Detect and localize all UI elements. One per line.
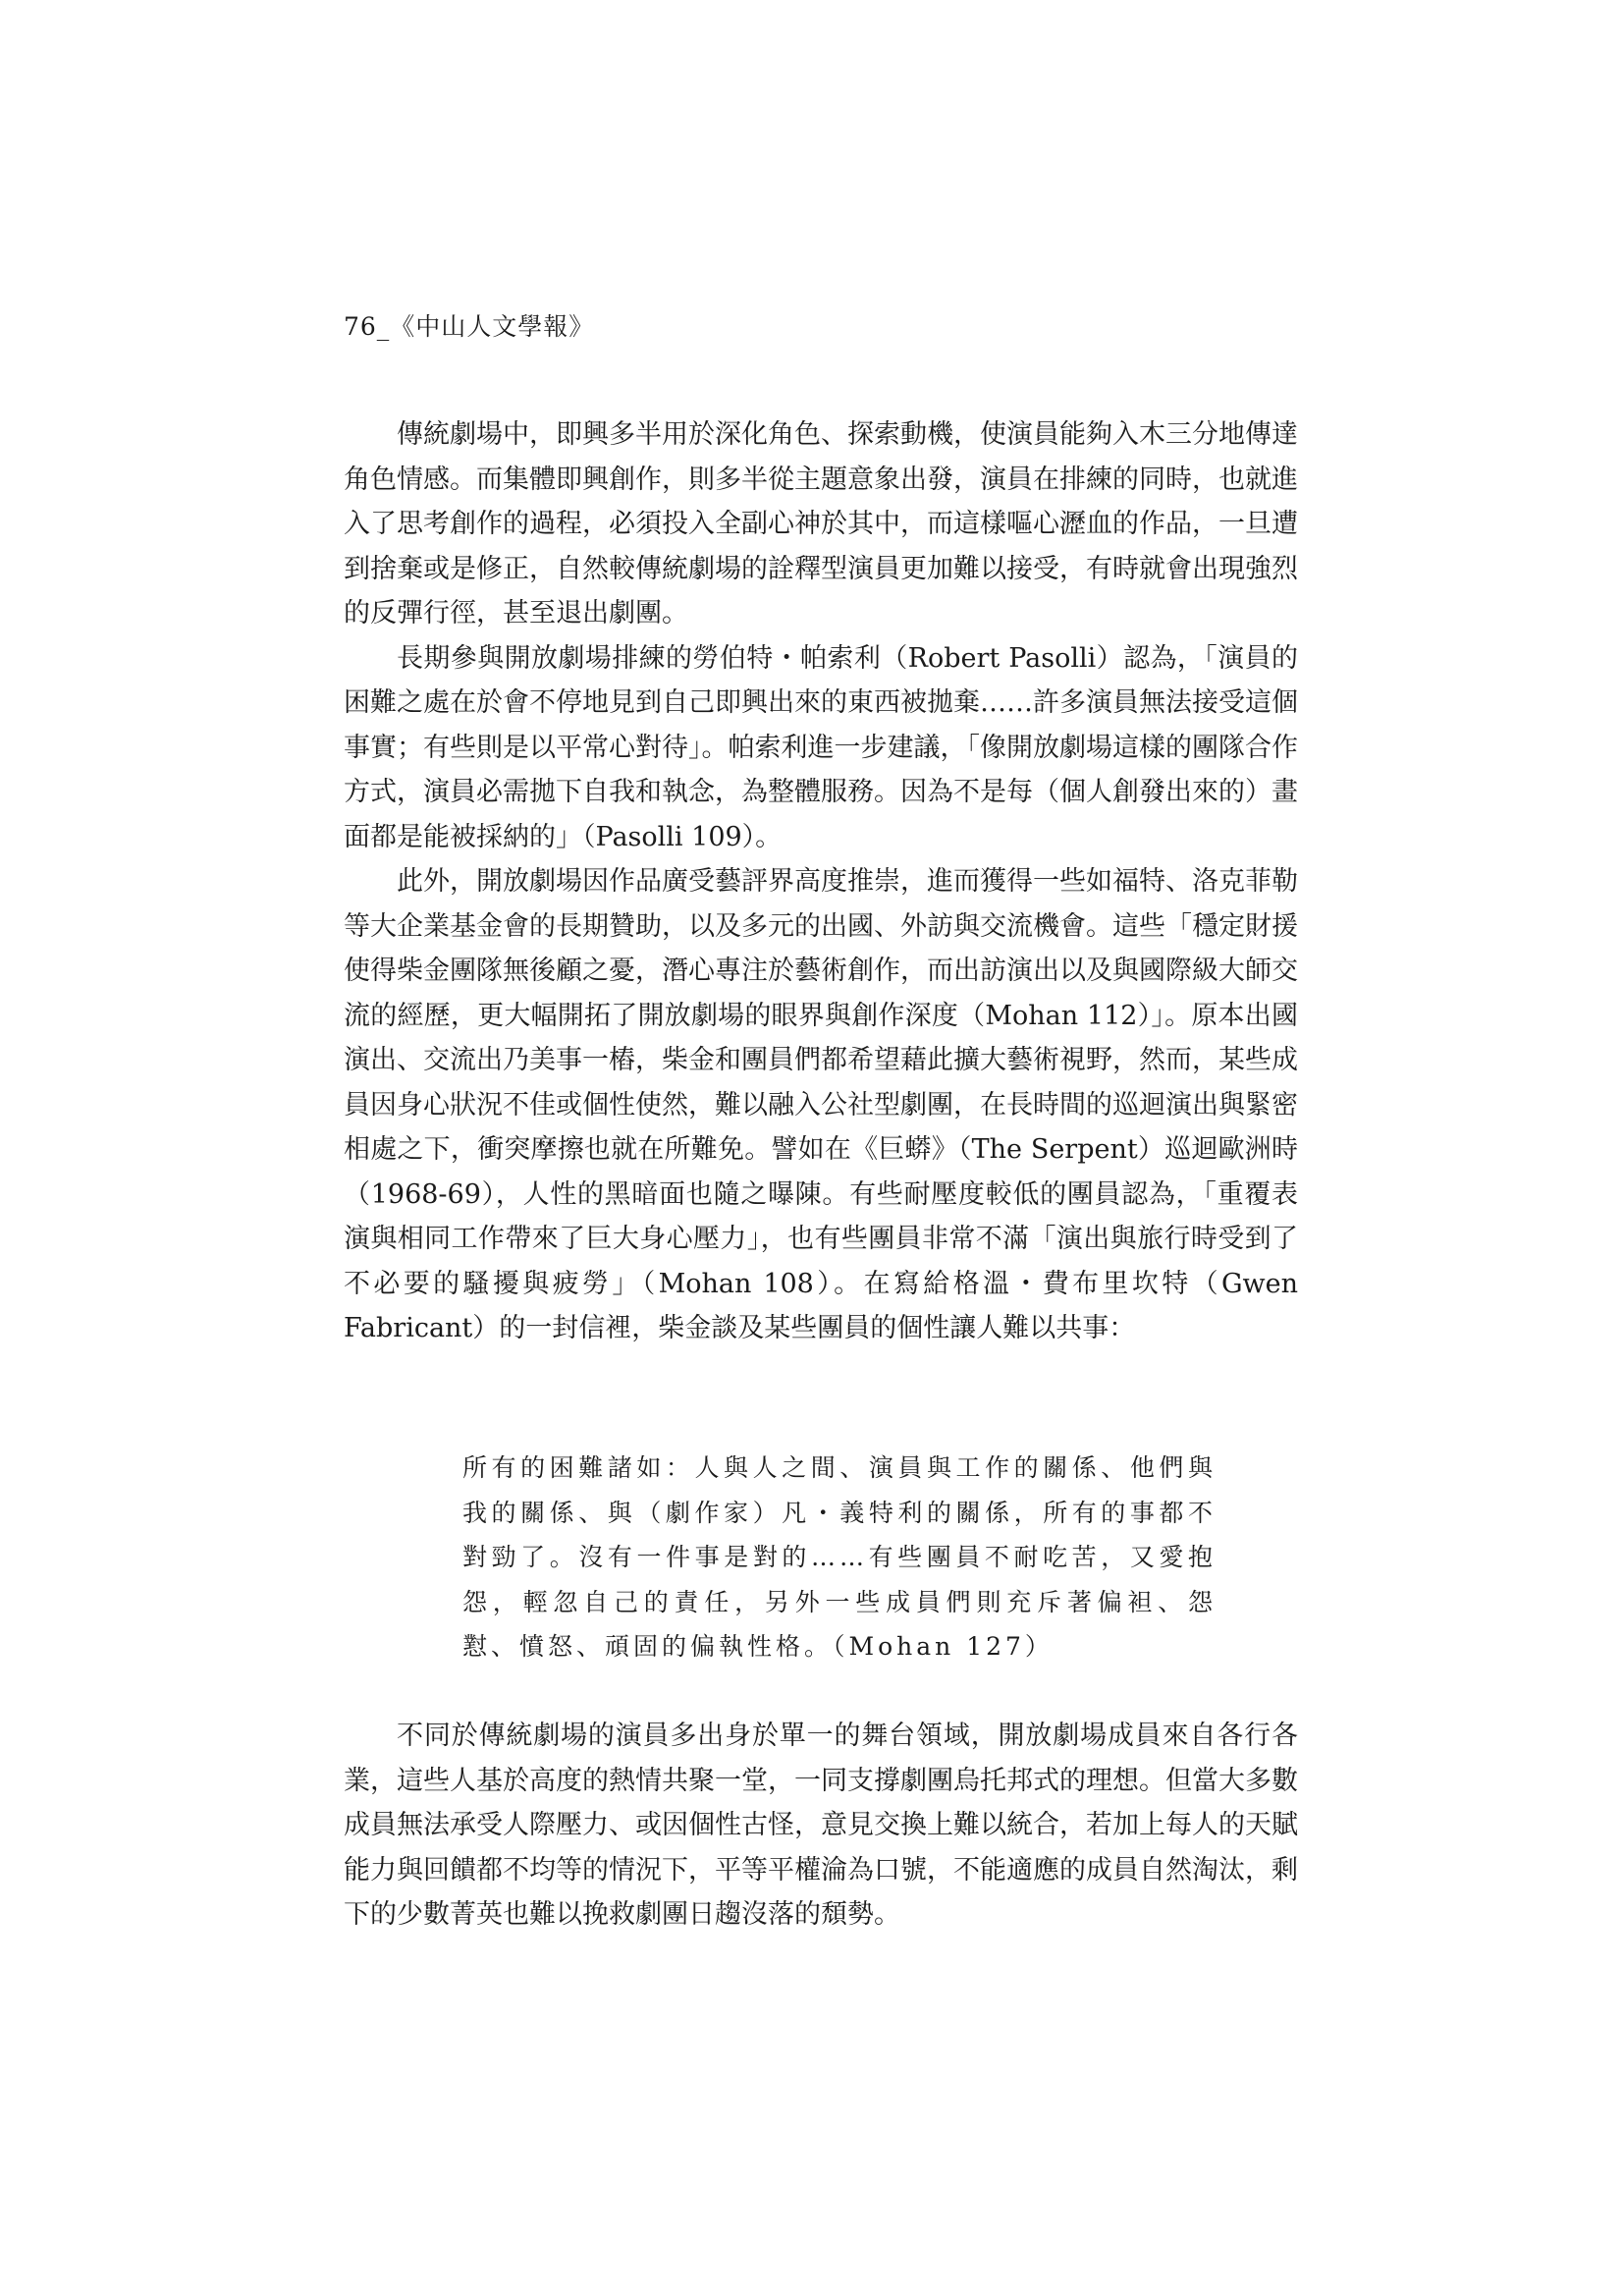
paragraph: 不同於傳統劇場的演員多出身於單一的舞台領域，開放劇場成員來自各行各業，這些人基於高度的熱情共聚一堂，一同支撐劇團烏托邦式的理想。但當大多數成員無法承受人際壓力、或因個性古怪，意見交換上難以統合，若加上每人的天賦能力與回饋都不均等的情況下，平等平權淪為口號，不能適應的成員自然淘汰，剩下的少數菁英也難以挽救劇團日趨沒落的頹勢。 bbox=[344, 1721, 1298, 1930]
quotation-text: 所有的困難諸如：人與人之間、演員與工作的關係、他們與我的關係、與（劇作家）凡・義特利的關係，所有的事都不對勁了。沒有一件事是對的……有些團員不耐吃苦，又愛抱怨，輕忽自己的責任，另外一些成員們則充斥著偏袒、怨懟、憤怒、頑固的偏執性格。（Mohan 127） bbox=[462, 1453, 1217, 1661]
closing-text-block bbox=[344, 1714, 1298, 1938]
paragraph: 此外，開放劇場因作品廣受藝評界高度推崇，進而獲得一些如福特、洛克菲勒等大企業基金會的長期贊助，以及多元的出國、外訪與交流機會。這些「穩定財援使得柴金團隊無後顧之憂，潛心專注於藝術創作，而出訪演出以及與國際級大師交流的經歷，更大幅開拓了開放劇場的眼界與創作深度（Mohan 112）」。原本出國演出、交流出乃美事一樁，柴金和團員們都希望藉此擴大藝術視野，然而，某些成員因身心狀況不佳或個性使然，難以融入公社型劇團，在長時間的巡迴演出與緊密相處之下，衝突摩擦也就在所難免。譬如在《巨蟒》（The Serpent）巡迴歐洲時（1968-69），人性的黑暗面也隨之曝陳。有些耐壓度較低的團員認為，「重覆表演與相同工作帶來了巨大身心壓力」，也有些團員非常不滿「演出與旅行時受到了不必要的騷擾與疲勞」（Mohan 108）。在寫給格溫・費布里坎特（Gwen Fabricant）的一封信裡，柴金談及某些團員的個性讓人難以共事： bbox=[344, 866, 1298, 1343]
paragraph: 傳統劇場中，即興多半用於深化角色、探索動機，使演員能夠入木三分地傳達角色情感。而集體即興創作，則多半從主題意象出發，演員在排練的同時，也就進入了思考創作的過程，必須投入全副心神於其中，而這樣嘔心瀝血的作品，一旦遭到捨棄或是修正，自然較傳統劇場的詮釋型演員更加難以接受，有時就會出現強烈的反彈行徑，甚至退出劇團。 bbox=[344, 419, 1298, 629]
main-text-block bbox=[344, 412, 1298, 1351]
running-head: 76_《中山人文學報》 bbox=[344, 312, 595, 341]
paragraph: 長期參與開放劇場排練的勞伯特・帕索利（Robert Pasolli）認為，「演員的困難之處在於會不停地見到自己即興出來的東西被拋棄……許多演員無法接受這個事實；有些則是以平常心對待」。帕索利進一步建議，「像開放劇場這樣的團隊合作方式，演員必需拋下自我和執念，為整體服務。因為不是每（個人創發出來的）畫面都是能被採納的」（Pasolli 109）。 bbox=[344, 642, 1298, 852]
block-quotation bbox=[462, 1446, 1217, 1669]
